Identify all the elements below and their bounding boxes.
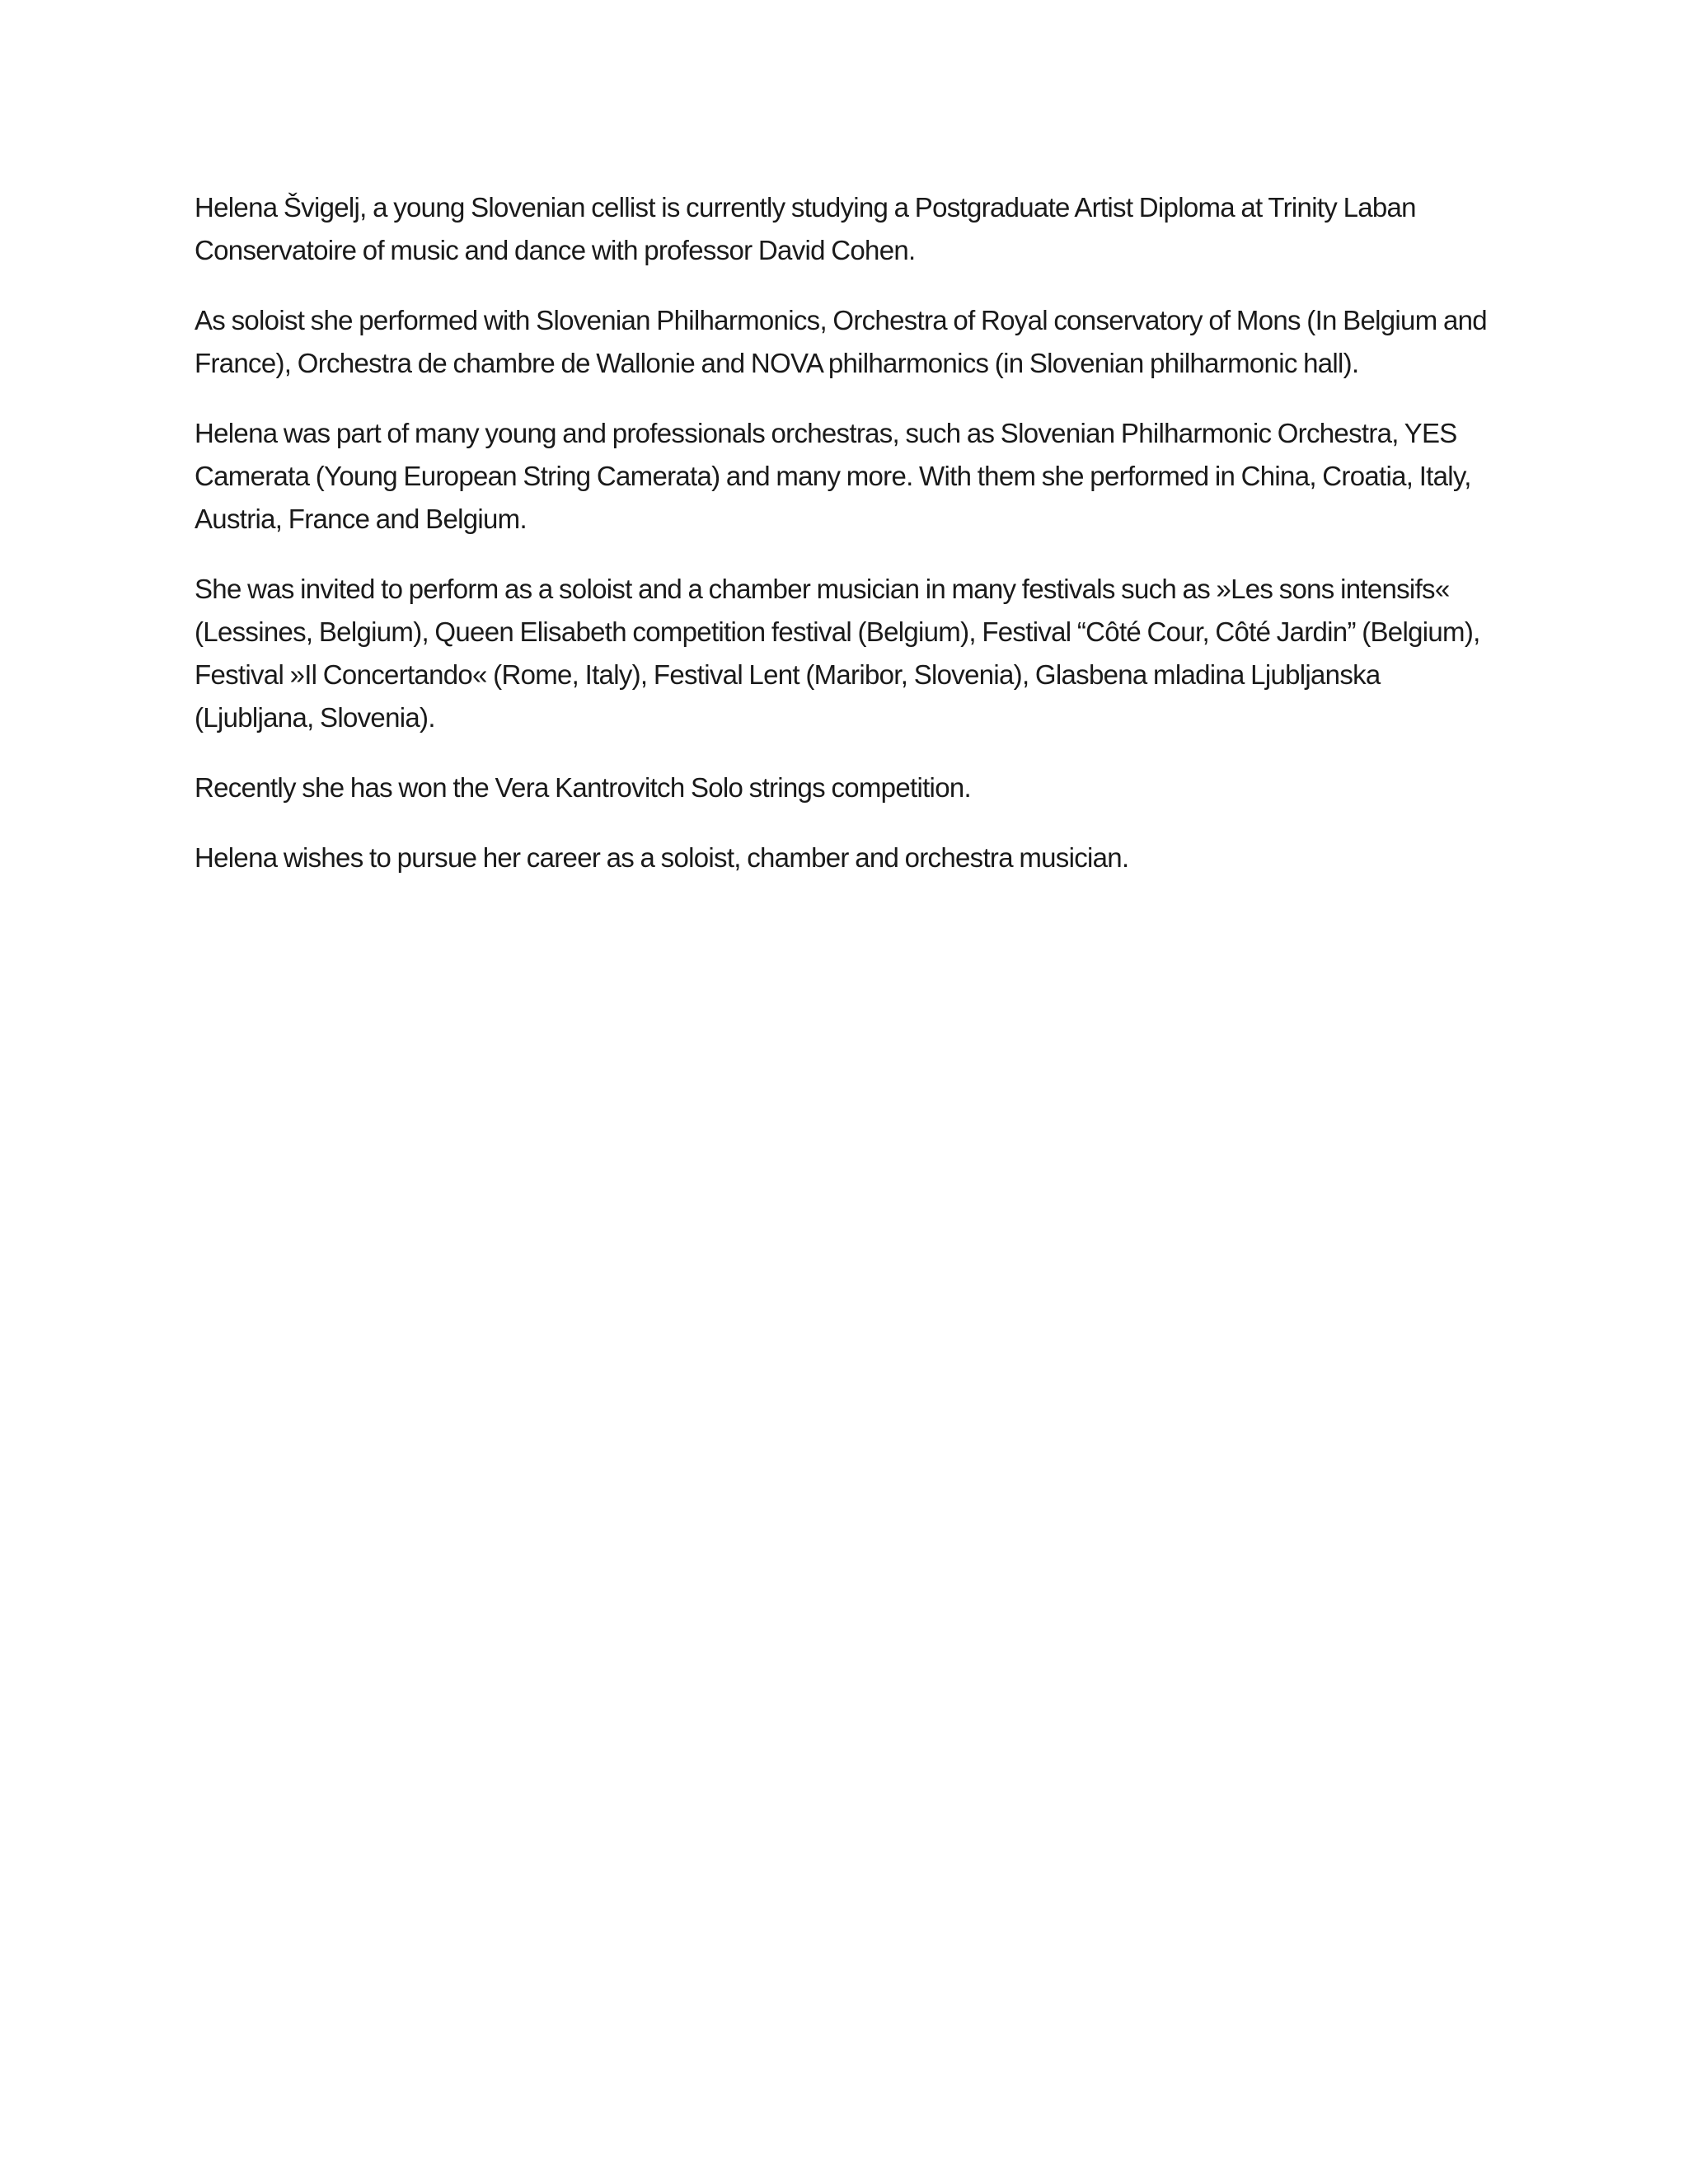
paragraph-festivals: She was invited to perform as a soloist and a chamber musician in many festivals such as »Les sons intensifs« (Lessines, Belgium), Queen Elisabeth competition festival (Belgium), Festival “Côté Cour, Côté Jardin” (Belgium), Festival »Il Concertando« (Rome, Italy), Festival Lent (Maribor, Slovenia), Glasbena mladina Ljubljanska (Ljubljana, Slovenia). [195, 574, 1480, 733]
document-body [195, 186, 1497, 907]
paragraph-competition: Recently she has won the Vera Kantrovitch Solo strings competition. [195, 772, 971, 803]
paragraph-orchestras: Helena was part of many young and professionals orchestras, such as Slovenian Philharmonic Orchestra, YES Camerata (Young European String Camerata) and many more. With them she performed in China, Croatia, Italy, Austria, France and Belgium. [195, 418, 1471, 534]
paragraph-soloist: As soloist she performed with Slovenian Philharmonics, Orchestra of Royal conservatory of Mons (In Belgium and France), Orchestra de chambre de Wallonie and NOVA philharmonics (in Slovenian philharmonic hall). [195, 305, 1487, 378]
paragraph-intro: Helena Švigelj, a young Slovenian cellist is currently studying a Postgraduate Artist Diploma at Trinity Laban Conservatoire of music and dance with professor David Cohen. [195, 192, 1416, 265]
paragraph-career: Helena wishes to pursue her career as a soloist, chamber and orchestra musician. [195, 842, 1129, 873]
